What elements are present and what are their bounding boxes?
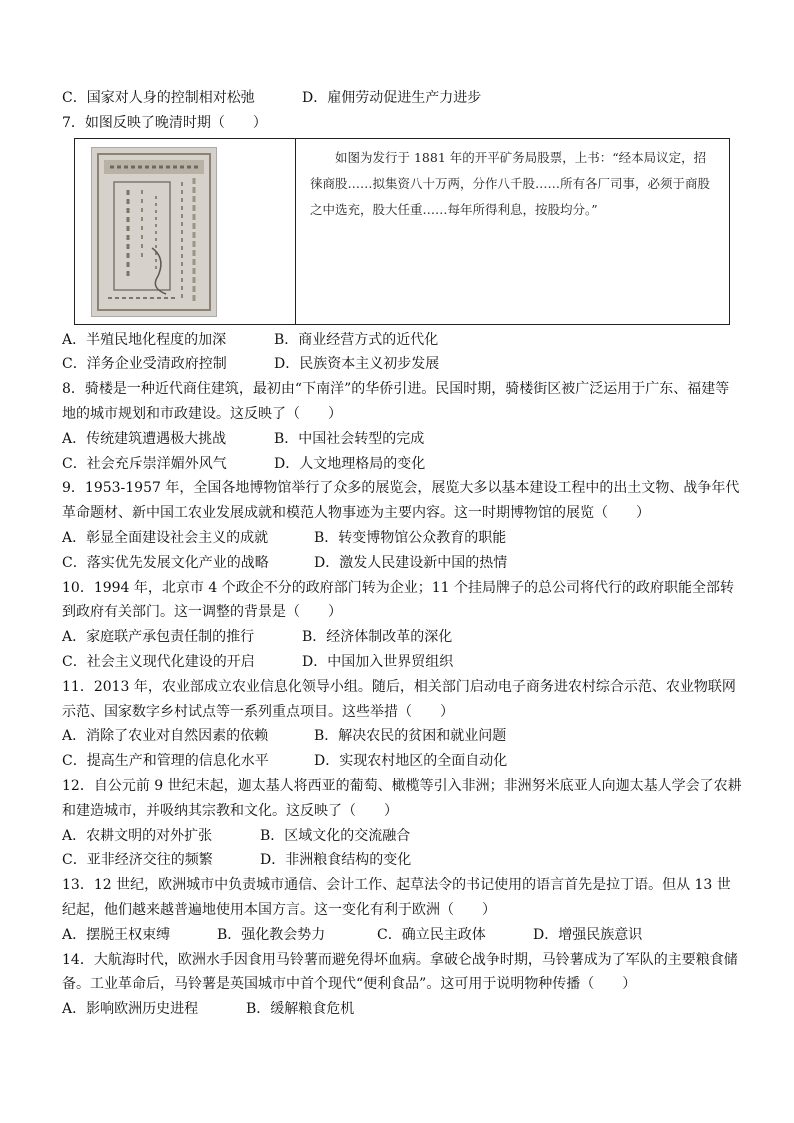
q13-option-b[interactable]: B．强化教会势力 [217, 926, 326, 943]
q11-option-d[interactable]: D．实现农村地区的全面自动化 [314, 753, 508, 770]
q10-option-d[interactable]: D．中国加入世界贸组织 [302, 653, 454, 670]
q11-stem: 11．2013 年，农业部成立农业信息化领导小组。随后，相关部门启动电子商务进农村综合示范、农业物联网示范、国家数字乡村试点等一系列重点项目。这些举措（ ） [62, 678, 736, 720]
q7-figure-text: 如图为发行于 1881 年的开平矿务局股票，上书：“经本局议定，招徕商股……拟集资八十万两，分作八千股……所有各厂司事，必须于商股之中选充，股大任重……每年所得利息，按股均分。” [310, 149, 711, 217]
q7-figure [62, 138, 742, 326]
q14-stem: 14．大航海时代，欧洲水手因食用马铃薯而避免得坏血病。拿破仑战争时期，马铃薯成为了军队的主要粮食储备。工业革命后，马铃薯是英国城市中首个现代“便利食品”。这可用于说明物种传播（ ） [62, 951, 738, 993]
q10-option-c[interactable]: C．社会主义现代化建设的开启 [62, 653, 255, 670]
q12-options-row-2 [62, 848, 742, 873]
q7-option-d[interactable]: D．民族资本主义初步发展 [274, 356, 440, 373]
exam-page [62, 86, 742, 1022]
q8-option-a[interactable]: A．传统建筑遭遇极大挑战 [62, 430, 227, 447]
q11-option-c[interactable]: C．提高生产和管理的信息化水平 [62, 753, 269, 770]
q9-options-row-2 [62, 551, 742, 576]
q10-option-b[interactable]: B．经济体制改革的深化 [302, 629, 453, 646]
q8-options-row-1 [62, 427, 742, 452]
q7-options-row-2 [62, 352, 742, 377]
q6-options-row [62, 86, 742, 111]
q7-option-a[interactable]: A．半殖民地化程度的加深 [62, 331, 227, 348]
q8-stem: 8．骑楼是一种近代商住建筑，最初由“下南洋”的华侨引进。民国时期，骑楼街区被广泛运用于广东、福建等地的城市规划和市政建设。这反映了（ ） [62, 381, 730, 422]
q12-option-b[interactable]: B．区域文化的交流融合 [260, 827, 411, 844]
q11-option-a[interactable]: A．消除了农业对自然因素的依赖 [62, 728, 269, 745]
q10-options-row-2 [62, 650, 742, 675]
q10-stem: 10．1994 年，北京市 4 个政企不分的政府部门转为企业；11 个挂局牌子的总公司将代行的政府职能全部转到政府有关部门。这一调整的背景是（ ） [62, 579, 734, 621]
stock-certificate-icon [92, 148, 216, 316]
q6-option-d[interactable]: D．雇佣劳动促进生产力进步 [302, 90, 482, 106]
q14-options-row [62, 997, 742, 1022]
q9-option-a[interactable]: A．彰显全面建设社会主义的成就 [62, 529, 269, 546]
q8-options-row-2 [62, 452, 742, 477]
q11-options-row-1 [62, 724, 742, 749]
q7-stem: 7．如图反映了晚清时期（ ） [62, 114, 267, 131]
q11-option-b[interactable]: B．解决农民的贫困和就业问题 [314, 728, 507, 745]
q7-figure-table [74, 138, 730, 325]
q9-option-b[interactable]: B．转变博物馆公众教育的职能 [314, 529, 507, 546]
q12-stem: 12．自公元前 9 世纪末起，迦太基人将西亚的葡萄、橄榄等引入非洲；非洲努米底亚人向迦太基人学会了农耕和建造城市，并吸纳其宗教和文化。这反映了（ ） [62, 777, 742, 819]
q12-option-a[interactable]: A．农耕文明的对外扩张 [62, 827, 213, 844]
q9-options-row-1 [62, 526, 742, 551]
q8-option-d[interactable]: D．人文地理格局的变化 [274, 455, 426, 472]
q7-option-c[interactable]: C．洋务企业受清政府控制 [62, 356, 227, 373]
q12-option-c[interactable]: C．亚非经济交往的频繁 [62, 852, 213, 869]
q14-option-b[interactable]: B．缓解粮食危机 [246, 1001, 355, 1018]
q13-stem: 13．12 世纪，欧洲城市中负责城市通信、会计工作、起草法令的书记使用的语言首先是拉丁语。但从 13 世纪起，他们越来越普遍地使用本国方言。这一变化有利于欧洲（ ） [62, 877, 731, 918]
q14-option-a[interactable]: A．影响欧洲历史进程 [62, 1001, 199, 1018]
q13-option-c[interactable]: C．确立民主政体 [377, 926, 486, 943]
stock-certificate-image [91, 147, 217, 317]
q9-option-d[interactable]: D．激发人民建设新中国的热情 [314, 554, 508, 571]
q7-image-cell [75, 139, 296, 324]
q11-options-row-2 [62, 749, 742, 774]
q13-option-d[interactable]: D．增强民族意识 [533, 926, 643, 943]
q7-options-row-1 [62, 328, 742, 353]
q9-stem: 9．1953-1957 年，全国各地博物馆举行了众多的展览会，展览大多以基本建设工程中的出土文物、战争年代革命题材、新中国工农业发展成就和模范人物事迹为主要内容。这一时期博物馆的展览（ ） [62, 480, 740, 522]
q8-option-c[interactable]: C．社会充斥崇洋媚外风气 [62, 455, 227, 472]
q13-option-a[interactable]: A．摆脱王权束缚 [62, 926, 171, 943]
q9-option-c[interactable]: C．落实优先发展文化产业的战略 [62, 554, 269, 571]
q12-option-d[interactable]: D．非洲粮食结构的变化 [260, 852, 412, 869]
q7-option-b[interactable]: B．商业经营方式的近代化 [274, 331, 439, 348]
q6-option-c[interactable]: C．国家对人身的控制相对松弛 [62, 90, 255, 106]
q13-options-row [62, 923, 742, 948]
q10-option-a[interactable]: A．家庭联产承包责任制的推行 [62, 629, 255, 646]
q12-options-row-1 [62, 824, 742, 849]
q8-option-b[interactable]: B．中国社会转型的完成 [274, 430, 425, 447]
q10-options-row-1 [62, 625, 742, 650]
